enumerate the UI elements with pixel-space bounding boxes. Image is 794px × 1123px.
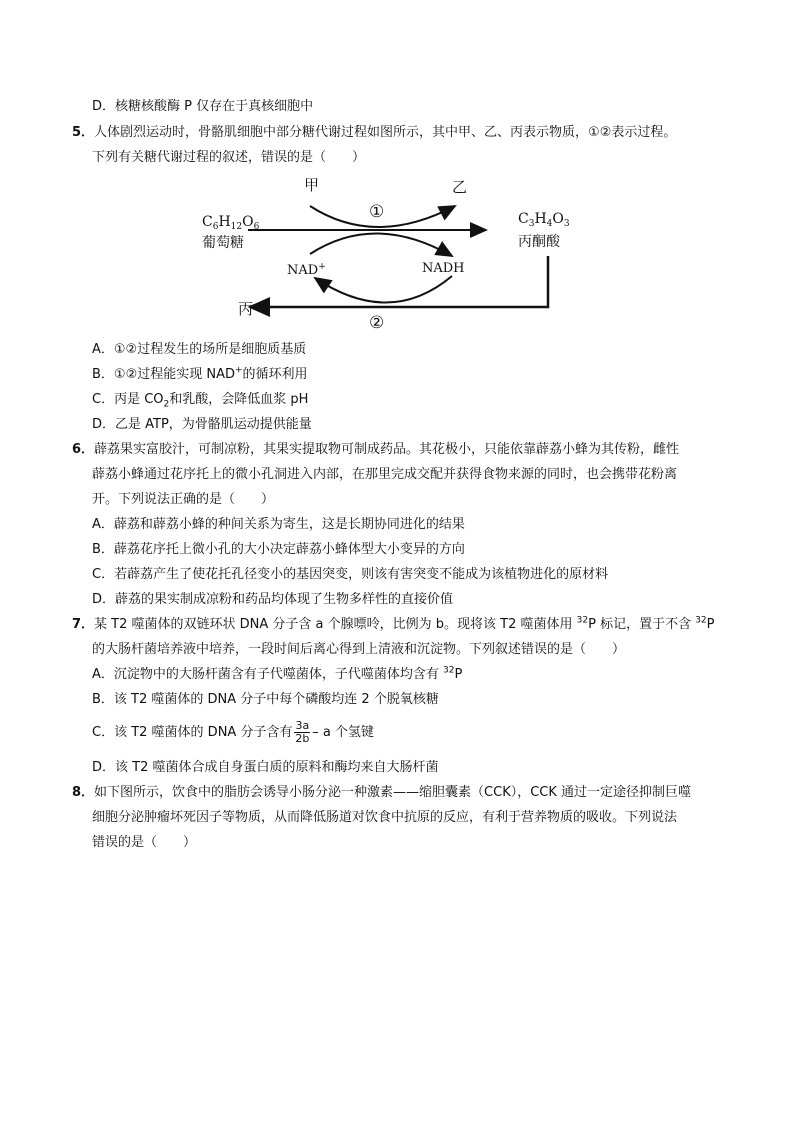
denominator: 2b xyxy=(295,732,310,745)
nad-regeneration-arrow xyxy=(315,276,452,303)
option-text: C．丙是 CO xyxy=(92,392,164,407)
question-number: 7． xyxy=(72,617,95,632)
numerator: 3a xyxy=(295,719,310,732)
superscript: 32 xyxy=(695,615,707,626)
option-text: B．薜荔花序托上微小孔的大小决定薜荔小蜂体型大小变异的方向 xyxy=(92,542,465,557)
q5-option-b xyxy=(92,366,308,384)
superscript: 32 xyxy=(443,665,455,676)
stem-text: 人体剧烈运动时，骨骼肌细胞中部分糖代谢过程如图所示，其中甲、乙、丙表示物质，①②表示过程。 xyxy=(94,125,677,140)
step-2-label: ② xyxy=(369,313,385,333)
q6-option-b xyxy=(92,541,465,559)
option-text: B．该 T2 噬菌体的 DNA 分子中每个磷酸均连 2 个脱氧核糖 xyxy=(92,692,439,707)
pyruvate-formula: $C_3H_4O_3$ xyxy=(518,211,570,229)
q8-stem-line2 xyxy=(92,809,677,827)
label-yi: 乙 xyxy=(452,178,468,196)
q5-stem-line2 xyxy=(92,149,365,167)
q6-option-c xyxy=(92,566,608,584)
stem-text: P 标记，置于不含 xyxy=(588,617,696,632)
option-text: B．①②过程能实现 NAD xyxy=(92,367,235,382)
question-number: 8． xyxy=(72,785,95,800)
subscript: 2 xyxy=(163,399,170,410)
option-text: P xyxy=(454,667,463,682)
q8-stem-line1 xyxy=(72,784,691,802)
q7-stem-line1 xyxy=(72,616,715,634)
stem-text: 薜荔小蜂通过花序托上的微小孔洞进入内部，在那里完成交配并获得食物来源的同时，也会携带花粉离 xyxy=(92,467,678,482)
superscript: 32 xyxy=(576,615,589,626)
stem-text: 开。下列说法正确的是（ ） xyxy=(92,492,275,507)
stem-text: 细胞分泌肿瘤坏死因子等物质，从而降低肠道对饮食中抗原的反应，有利于营养物质的吸收。下列说法 xyxy=(92,810,678,825)
pyruvate-name: 丙酮酸 xyxy=(518,234,560,250)
step-1-label: ① xyxy=(369,202,385,222)
option-text: D．乙是 ATP，为骨骼肌运动提供能量 xyxy=(92,417,312,432)
label-bing: 丙 xyxy=(238,300,254,318)
option-text: A．①②过程发生的场所是细胞质基质 xyxy=(92,342,307,357)
option-text: 和乳酸，会降低血浆 pH xyxy=(169,392,309,407)
fraction xyxy=(294,720,310,745)
stem-text: 的大肠杆菌培养液中培养，一段时间后离心得到上清液和沉淀物。下列叙述错误的是（ ） xyxy=(92,642,626,657)
option-text: D．该 T2 噬菌体合成自身蛋白质的原料和酶均来自大肠杆菌 xyxy=(92,760,439,775)
option-text: 的循环利用 xyxy=(242,367,308,382)
q4-option-d xyxy=(92,98,313,116)
q7-option-c xyxy=(92,719,374,747)
q6-stem-line2 xyxy=(92,466,677,484)
label-nadh: NADH xyxy=(422,261,465,276)
stem-text: 某 T2 噬菌体的双链环状 DNA 分子含 a 个腺嘌呤，比例为 b。现将该 T2 噬菌体用 xyxy=(94,617,577,632)
stem-text: 如下图所示，饮食中的脂肪会诱导小肠分泌一种激素——缩胆囊素（CCK），CCK 通过一定途径抑制巨噬 xyxy=(94,785,692,800)
option-text: D．核糖核酸酶 P 仅存在于真核细胞中 xyxy=(92,99,314,114)
option-text: C．若薜荔产生了使花托孔径变小的基因突变，则该有害突变不能成为该植物进化的原材料 xyxy=(92,567,609,582)
option-text: D．薜荔的果实制成凉粉和药品均体现了生物多样性的直接价值 xyxy=(92,592,454,607)
q5-option-d xyxy=(92,416,312,434)
label-jia: 甲 xyxy=(304,176,320,194)
stem-text: 薜荔果实富胶汁，可制凉粉，其果实提取物可制成药品。其花极小，只能依靠薜荔小蜂为其传粉，雌性 xyxy=(94,442,680,457)
stem-text: 下列有关糖代谢过程的叙述，错误的是（ ） xyxy=(92,150,366,165)
q7-stem-line2 xyxy=(92,641,625,659)
q6-option-a xyxy=(92,516,465,534)
nad-curve-arrow xyxy=(310,233,452,256)
label-nad: NAD+ xyxy=(287,262,326,278)
q5-option-c xyxy=(92,391,308,409)
q7-option-d xyxy=(92,759,439,777)
q6-option-d xyxy=(92,591,453,609)
glucose-name: 葡萄糖 xyxy=(202,235,244,251)
question-number: 6． xyxy=(72,442,95,457)
option-text: – a 个氢键 xyxy=(312,725,374,740)
q6-stem-line1 xyxy=(72,441,679,459)
option-text: C．该 T2 噬菌体的 DNA 分子含有 xyxy=(92,725,293,740)
glucose-formula: $C_6H_{12}O_6$ xyxy=(202,214,260,232)
q5-option-a xyxy=(92,341,306,359)
glycolysis-diagram xyxy=(190,168,590,338)
question-number: 5． xyxy=(72,125,95,140)
q6-stem-line3 xyxy=(92,491,274,509)
superscript: + xyxy=(235,365,243,376)
q5-stem-line1 xyxy=(72,124,676,142)
q8-stem-line3 xyxy=(92,834,196,852)
q7-option-b xyxy=(92,691,439,709)
stem-text: 错误的是（ ） xyxy=(92,835,197,850)
stem-text: P xyxy=(706,617,715,632)
option-text: A．薜荔和薜荔小蜂的种间关系为寄生，这是长期协同进化的结果 xyxy=(92,517,465,532)
q7-option-a xyxy=(92,666,462,684)
option-text: A．沉淀物中的大肠杆菌含有子代噬菌体，子代噬菌体均含有 xyxy=(92,667,444,682)
